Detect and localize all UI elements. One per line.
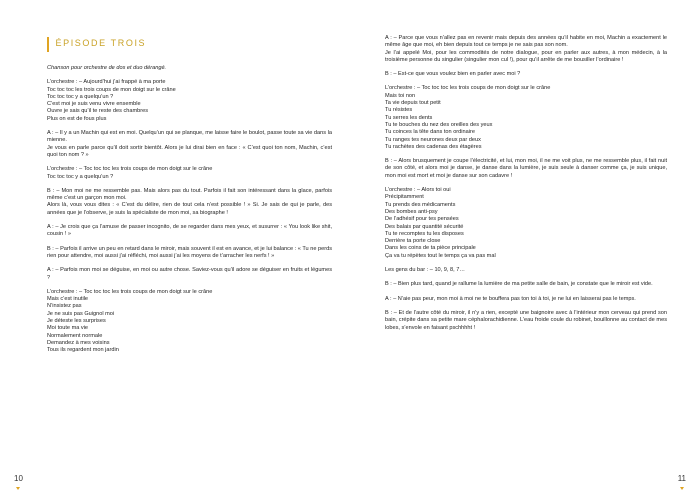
text-line: Mais c’est inutile (47, 296, 89, 303)
text-line: Les gens du bar : – 10, 9, 8, 7… (385, 267, 465, 274)
text-line: Tu serres les dents (385, 114, 433, 121)
paragraph (385, 296, 667, 303)
text-line: Plus on est de fous plus (47, 115, 107, 122)
intro-line: Chanson pour orchestre de dos et duo dérangé. (47, 65, 167, 71)
text-line: Normalement normale (47, 332, 103, 339)
left-paragraphs (47, 79, 332, 354)
text-line: B : – Et de l’autre côté du miroir, il n’y a rien, excepté une baignoire avec à l’intérieur mon cerveau qui prend son bain, crépite dans sa petite mare céphalorachidienne. L’eau froide coule du robinet, bouillonne au contact de mes lobes, s’envole en faisant pschhhht ! (385, 309, 667, 331)
right-paragraphs (385, 35, 667, 332)
folio-marker-left (16, 487, 20, 490)
text-line: Tu rachètes des cadenas des étagères (385, 143, 482, 150)
paragraph (47, 130, 332, 159)
text-line: A : – Il y a un Machin qui est en moi. Quelqu’un qui se planque, me laisse faire le boulot, passe toute sa vie dans la mienne. (47, 130, 332, 144)
text-line: Derrière ta porte close (385, 238, 441, 245)
text-line: A : – Parce que vous n’allez pas en revenir mais depuis des années qu’il habite en moi, Machin a exactement le même âge que moi, eh bien depuis tout ce temps je ne sais pas son nom. (385, 35, 667, 49)
paragraph (47, 246, 332, 261)
text-line: Tu prends des médicaments (385, 201, 456, 208)
text-line: N’insistez pas (47, 303, 82, 310)
text-line: Ouvre je sais qu’il te reste des chambres (47, 108, 149, 115)
text-line: L’orchestre : – Aujourd’hui j’ai frappé à ma porte (47, 79, 166, 86)
paragraph (385, 310, 667, 332)
text-line: Je ne suis pas Guignol moi (47, 310, 115, 317)
text-line: Tu te recomptes tu les disposes (385, 230, 464, 237)
text-line: Ta vie depuis tout petit (385, 100, 441, 107)
paragraph (385, 281, 667, 288)
right-page (350, 0, 700, 497)
text-line: A : – Parfois mon moi se déguise, en moi ou autre chose. Saviez-vous qu’il adore se déguiser en fruits et légumes ? (47, 267, 332, 281)
paragraph (385, 187, 667, 260)
text-line: B : – Est-ce que vous voulez bien en parler avec moi ? (385, 71, 521, 78)
text-line: Tu te bouches du nez des oreilles des yeux (385, 121, 493, 128)
text-line: A : – N’aie pas peur, mon moi à moi ne te bouffera pas ton toi à toi, je ne lui en laisserai pas le temps. (385, 295, 636, 302)
folio-marker-right (680, 487, 684, 490)
right-column (385, 35, 667, 339)
text-line: Toc toc toc les trois coups de mon doigt sur le crâne (47, 86, 176, 93)
text-line: Des bombes anti-psy (385, 208, 438, 215)
text-line: L’orchestre : – Alors toi oui (385, 187, 451, 194)
paragraph (47, 289, 332, 355)
text-line: Moi toute ma vie (47, 325, 89, 332)
text-line: Toc toc toc y a quelqu’un ? (47, 173, 114, 180)
text-line: Alors là, vous vous dites : « C’est du délire, rien de tout cela n’est possible ! » Si. Je sais de qui je parle, des années que je l’observe, je suis la spécialiste de mon moi, sa biographe ! (47, 202, 332, 216)
text-line: Toc toc toc y a quelqu’un ? (47, 93, 114, 100)
text-line: B : – Parfois il arrive un peu en retard dans le miroir, mais souvent il est en avance, et je lui balance : « Tu ne perds rien pour attendre, moi aussi j’ai réfléchi, moi aussi j’ai les moyens de t’arracher les nerfs ! » (47, 245, 332, 259)
text-line: Précipitamment (385, 194, 424, 201)
text-line: C’est moi je suis venu vivre ensemble (47, 101, 141, 108)
title-accent-bar (47, 37, 49, 52)
text-line: Tu coinces la tête dans ton ordinaire (385, 129, 475, 136)
paragraph (385, 267, 667, 274)
paragraph (47, 188, 332, 217)
text-line: B : – Bien plus tard, quand je rallume la lumière de ma petite salle de bain, je constate que le miroir est vide. (385, 281, 653, 288)
text-line: Ça va tu répètes tout le temps ça va pas mal (385, 252, 496, 259)
left-column (47, 35, 332, 362)
text-line: Mais toi non (385, 92, 416, 99)
paragraph (385, 71, 667, 78)
paragraph (47, 267, 332, 282)
page-number-left: 10 (14, 474, 23, 483)
text-line: Je déteste les surprises (47, 318, 106, 325)
text-line: Je vous en parle parce qu’il doit sortir bientôt. Alors je lui dirai bien en face : « C’est quoi ton nom, Machin, c’est quoi ton nom ? » (47, 144, 332, 158)
paragraph (47, 79, 332, 123)
paragraph (47, 166, 332, 181)
text-line: A : – Je crois que ça l’amuse de passer incognito, de se regarder dans mes yeux, et susurrer : « You look like shit, cousin ! » (47, 224, 332, 238)
paragraph (47, 224, 332, 239)
paragraph (385, 85, 667, 151)
text-line: B : – Mon moi ne me ressemble pas. Mais alors pas du tout. Parfois il fait son intéressant dans la glace, parfois même c’est un garçon mon moi. (47, 187, 332, 202)
text-line: Tu résistes (385, 107, 413, 114)
paragraph (385, 35, 667, 64)
text-line: Des balais par quantité sécurité (385, 223, 464, 230)
text-line: Tu ranges tes neurones deux par deux (385, 136, 481, 143)
text-line: De l’adhésif pour tes pensées (385, 216, 459, 223)
episode-title-text: ÉPISODE TROIS (55, 38, 147, 49)
text-line: L’orchestre : – Toc toc toc les trois coups de mon doigt sur le crâne (47, 166, 213, 173)
text-line: Tous ils regardent mon jardin (47, 347, 119, 354)
text-line: L’orchestre : – Toc toc toc les trois coups de mon doigt sur le crâne (385, 85, 551, 92)
text-line: Je l’ai appelé Moi, pour les commodités de notre dialogue, pour en parler aux autres, à mon médecin, à la troisième personne du singulier (singulier mon cul !), pour qu’il arrête de me bousiller l’ordinaire ! (385, 49, 667, 63)
text-line: Dans les coins de ta pièce principale (385, 245, 476, 252)
text-line: L’orchestre : – Toc toc toc les trois coups de mon doigt sur le crâne (47, 288, 213, 295)
paragraph (385, 158, 667, 180)
text-line: B : – Alors brusquement je coupe l’électricité, et lui, mon moi, il ne me voit plus, ne me ressemble plus, il fait nuit de son côté, et alors moi je danse, je danse dans la lumière, je suis seule à danser comme ça, je suis unique, mon moi est mort et moi je danse sur son cadavre ! (385, 158, 667, 179)
page-number-right: 11 (677, 474, 686, 483)
text-line: Demandez à mes voisins (47, 339, 110, 346)
episode-title (47, 35, 332, 53)
